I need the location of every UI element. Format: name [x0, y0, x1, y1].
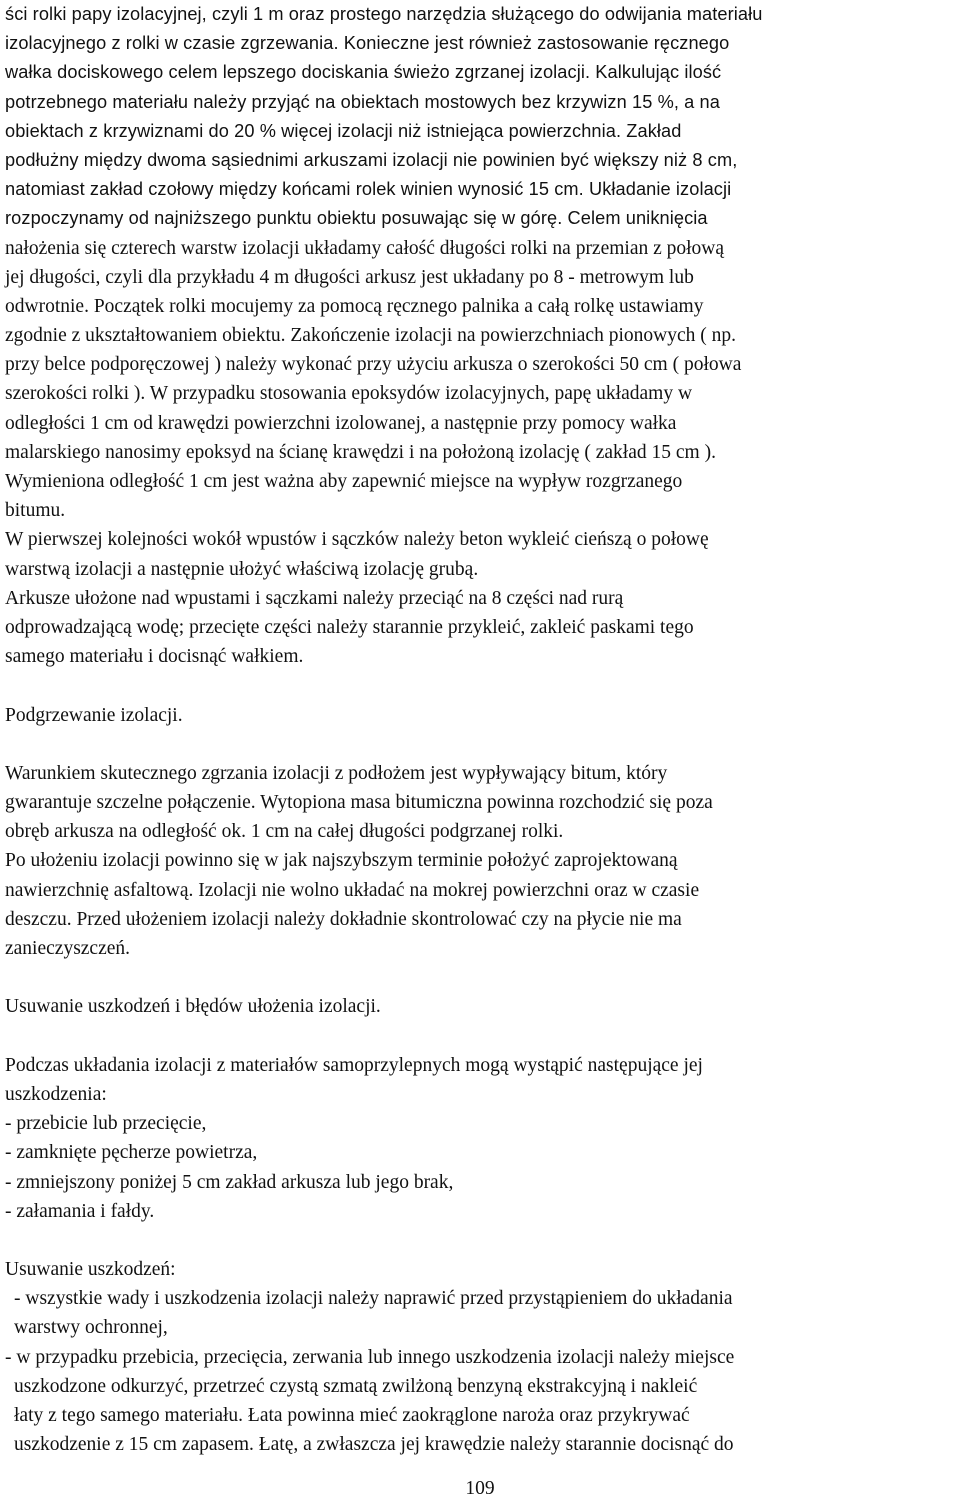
text-line: odległości 1 cm od krawędzi powierzchni izolowanej, a następnie przy pomocy wałka	[5, 412, 677, 434]
text-line: deszczu. Przed ułożeniem izolacji należy dokładnie skontrolować czy na płycie nie ma	[5, 908, 682, 930]
text-line: natomiast zakład czołowy między końcami rolek winien wynosić 15 cm. Układanie izolacji	[5, 179, 732, 200]
text-line: zanieczyszczeń.	[5, 938, 131, 959]
text-line: bitumu.	[5, 500, 66, 522]
text-line: zgodnie z ukształtowaniem obiektu. Zakończenie izolacji na powierzchniach pionowych ( np.	[5, 325, 736, 347]
blank-line	[5, 671, 960, 700]
text-line: warstwy ochronnej,	[14, 1317, 168, 1339]
text-line: samego materiału i docisnąć wałkiem.	[5, 646, 304, 668]
text-line: gwarantuje szczelne połączenie. Wytopiona masa bitumiczna powinna rozchodzić się poza	[5, 792, 713, 814]
list-item: - załamania i fałdy.	[5, 1200, 155, 1222]
text-line: jej długości, czyli dla przykładu 4 m długości arkusz jest układany po 8 - metrowym lub	[5, 266, 694, 288]
text-line: Podczas układania izolacji z materiałów samoprzylepnych mogą wystąpić następujące jej	[5, 1054, 703, 1076]
text-line: nałożenia się czterech warstw izolacji układamy całość długości rolki na przemian z połową	[5, 237, 725, 259]
text-line: warstwą izolacji a następnie ułożyć właściwą izolację grubą.	[5, 558, 479, 580]
text-line: odwrotnie. Początek rolki mocujemy za pomocą ręcznego palnika a całą rolkę ustawiamy	[5, 295, 704, 317]
text-line: uszkodzenie z 15 cm zapasem. Łatę, a zwłaszcza jej krawędzie należy starannie docisnąć do	[14, 1434, 734, 1456]
text-line: rozpoczynamy od najniższego punktu obiektu posuwając się w górę. Celem uniknięcia	[5, 208, 708, 229]
document-body	[5, 0, 960, 1459]
text-line: uszkodzenia:	[5, 1083, 107, 1105]
text-line: uszkodzone odkurzyć, przetrzeć czystą szmatą zwilżoną benzyną ekstrakcyjną i nakleić	[14, 1375, 698, 1397]
text-line: Po ułożeniu izolacji powinno się w jak najszybszym terminie położyć zaprojektowaną	[5, 850, 678, 872]
text-line: potrzebnego materiału należy przyjąć na obiektach mostowych bez krzywizn 15 %, a na	[5, 91, 720, 112]
text-line: przy belce podporęczowej ) należy wykonać przy użyciu arkusza o szerokości 50 cm ( połowa	[5, 354, 742, 376]
text-line: odprowadzającą wodę; przecięte części należy starannie przykleić, zakleić paskami tego	[5, 616, 694, 638]
list-item: - przebicie lub przecięcie,	[5, 1113, 207, 1135]
list-item: - w przypadku przebicia, przecięcia, zerwania lub innego uszkodzenia izolacji należy miejsce	[5, 1346, 735, 1368]
text-line: Warunkiem skutecznego zgrzania izolacji z podłożem jest wypływający bitum, który	[5, 762, 668, 784]
text-line: izolacyjnego z rolki w czasie zgrzewania. Konieczne jest również zastosowanie ręcznego	[5, 33, 730, 54]
section-heading: Podgrzewanie izolacji.	[5, 704, 183, 726]
text-line: ści rolki papy izolacyjnej, czyli 1 m oraz prostego narzędzia służącego do odwijania materiału	[5, 4, 763, 24]
section-heading: Usuwanie uszkodzeń i błędów ułożenia izolacji.	[5, 996, 381, 1018]
text-line: Arkusze ułożone nad wpustami i sączkami należy przeciąć na 8 części nad rurą	[5, 587, 624, 609]
text-line: obiektach z krzywiznami do 20 % więcej izolacji niż istniejąca powierzchnia. Zakład	[5, 120, 682, 141]
text-line: obręb arkusza na odległość ok. 1 cm na całej długości podgrzanej rolki.	[5, 821, 564, 843]
text-line: Wymieniona odległość 1 cm jest ważna aby zapewnić miejsce na wypływ rozgrzanego	[5, 471, 683, 492]
section-heading: Usuwanie uszkodzeń:	[5, 1259, 176, 1281]
list-item: - wszystkie wady i uszkodzenia izolacji należy naprawić przed przystąpieniem do układania	[14, 1288, 733, 1310]
list-item: - zamknięte pęcherze powietrza,	[5, 1142, 258, 1164]
list-item: - zmniejszony poniżej 5 cm zakład arkusza lub jego brak,	[5, 1171, 454, 1193]
blank-line	[5, 730, 960, 759]
text-line: W pierwszej kolejności wokół wpustów i sączków należy beton wykleić cieńszą o połowę	[5, 529, 709, 551]
text-line: łaty z tego samego materiału. Łata powinna mieć zaokrąglone naroża oraz przykrywać	[14, 1405, 690, 1426]
blank-line	[5, 1022, 960, 1051]
text-line: nawierzchnię asfaltową. Izolacji nie wolno układać na mokrej powierzchni oraz w czasie	[5, 879, 700, 901]
text-line: malarskiego nanosimy epoksyd na ścianę krawędzi i na położoną izolację ( zakład 15 cm ).	[5, 441, 716, 463]
blank-line	[5, 1226, 960, 1255]
text-line: wałka dociskowego celem lepszego dociskania świeżo zgrzanej izolacji. Kalkulując ilość	[5, 62, 722, 83]
text-line: podłużny między dwoma sąsiednimi arkuszami izolacji nie powinien być większy niż 8 cm,	[5, 149, 738, 170]
blank-line	[5, 963, 960, 992]
text-line: szerokości rolki ). W przypadku stosowania epoksydów izolacyjnych, papę układamy w	[5, 383, 693, 405]
page-number: 109	[465, 1478, 495, 1499]
